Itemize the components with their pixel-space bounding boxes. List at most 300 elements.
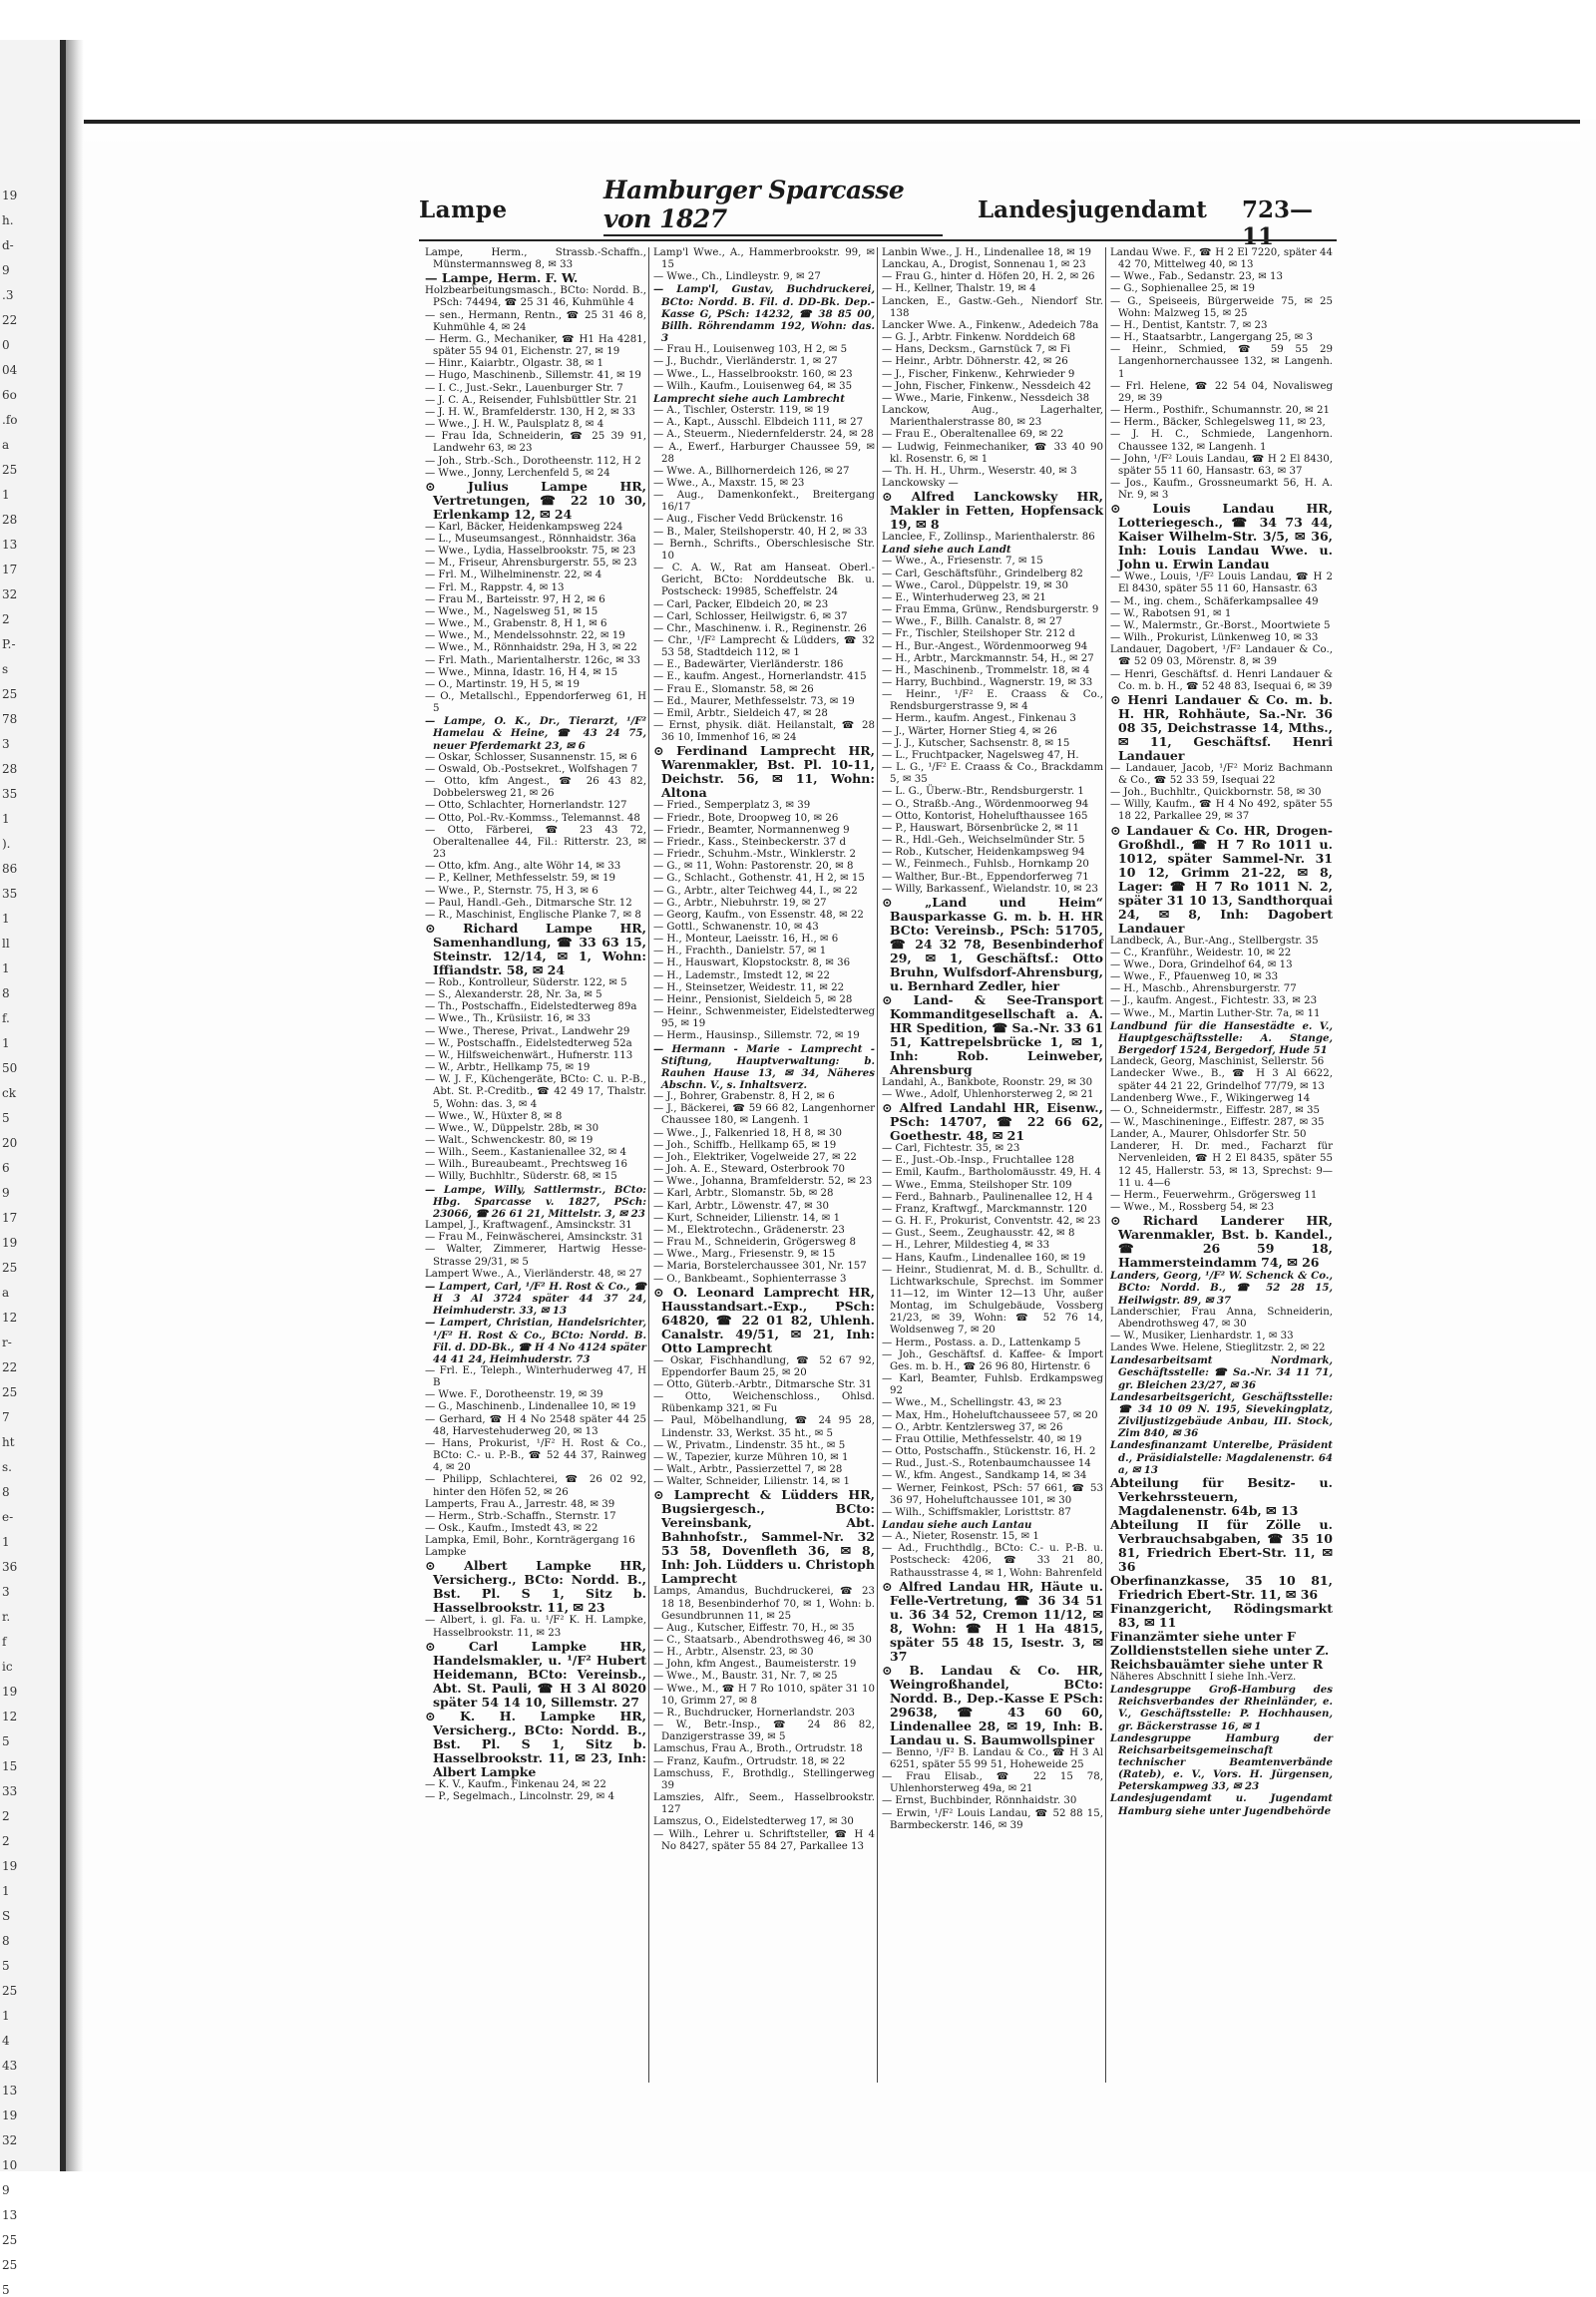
directory-entry: — Heinr., Studienrat, M. d. B., Schulltr. d. Lichtwarkschule, Sprechst. im Sommer 11—12, im Winter 12—13 Uhr, außer Montag, im Schulgebäude, Vossberg 21/23, ✉ 39, Wohn: ☎ 52 76 14, Woldsenweg 7, ✉ 20 — [882, 1264, 1103, 1337]
facing-page-text-fragment: 19 — [2, 1685, 18, 1699]
directory-entry: — Maria, Borstelerchaussee 301, Nr. 157 — [653, 1261, 867, 1273]
directory-entry: — E., kaufm. Angest., Hornerlandstr. 415 — [653, 671, 867, 683]
directory-entry: — Ferd., Bahnarb., Paulinenallee 12, H 4 — [882, 1191, 1093, 1203]
directory-entry: — Otto, Pol.-Rv.-Kommss., Telemannst. 48 — [425, 812, 640, 824]
directory-entry: — Kurt, Schneider, Lilienstr. 14, ✉ 1 — [653, 1212, 841, 1224]
facing-page-text-fragment: d- — [2, 238, 14, 252]
directory-entry: — Heinr., Schwenmeister, Eidelstedterweg 95, ✉ 19 — [653, 1006, 875, 1030]
directory-entry: — H., Bur.-Angest., Wördenmoorweg 94 — [882, 640, 1088, 652]
directory-entry: Lamperts, Frau A., Jarrestr. 48, ✉ 39 — [425, 1498, 615, 1510]
directory-entry: — Wwe., Lydia, Hasselbrookstr. 75, ✉ 23 — [425, 546, 636, 558]
directory-entry: — Lampe, Willy, Sattlermstr., BCto: Hbg. Sparcasse v. 1827, PSch: 23066, ☎ 26 61 21, Mittelstr. 3, ✉ 23 — [425, 1183, 646, 1220]
directory-entry: Lamszies, Alfr., Seem., Hasselbrookstr. 127 — [653, 1792, 875, 1816]
directory-entry: Landesgruppe Hamburg der Reichsarbeitsgemeinschaft technischer Beamtenverbände (Rateb), e. V., Vors. H. Jürgensen, Peterskampweg 33, ✉ 23 — [1110, 1731, 1333, 1793]
directory-entry: — Walter, Schneider, Lilienstr. 14, ✉ 1 — [653, 1476, 850, 1488]
facing-page-text-fragment: r- — [2, 1336, 12, 1349]
facing-page-text-fragment: 86 — [2, 862, 18, 876]
directory-entry: — Hans, Kaufm., Lindenallee 160, ✉ 19 — [882, 1252, 1086, 1264]
directory-entry: ⊙ Julius Lampe HR, Vertretungen, ☎ 22 10 30, Erlenkamp 12, ✉ 24 — [425, 478, 646, 522]
directory-entry: Reichsbauämter siehe unter R — [1110, 1656, 1324, 1672]
directory-entry: — Wwe., Johanna, Bramfelderstr. 52, ✉ 23 — [653, 1176, 873, 1188]
directory-entry: — Karl, Beamter, Fuhlsb. Erdkampsweg 92 — [882, 1373, 1103, 1397]
facing-page-text-fragment: 36 — [2, 1560, 18, 1574]
directory-entry: — P., Segelmach., Lincolnstr. 29, ✉ 4 — [425, 1790, 614, 1802]
directory-entry: — Wwe. F., Dorotheenstr. 19, ✉ 39 — [425, 1389, 603, 1401]
facing-page-text-fragment: 5 — [2, 1959, 10, 1973]
directory-entry: — Max, Hm., Hoheluftchausseee 57, ✉ 20 — [882, 1409, 1098, 1421]
directory-entry: — Frl. Math., Marientalherstr. 126c, ✉ 33 — [425, 654, 640, 666]
facing-page-text-fragment: 2 — [2, 612, 10, 626]
directory-entry: — Werner, Feinkost, PSch: 57 661, ☎ 53 36 97, Hoheluftchaussee 101, ✉ 30 — [882, 1482, 1103, 1506]
running-head-left-keyword: Lampe — [419, 196, 508, 223]
directory-entry: Abteilung II für Zölle u. Verbrauchsabgaben, ☎ 35 10 81, Friedrich Ebert-Str. 11, ✉ 36 — [1110, 1516, 1333, 1574]
directory-entry: — H., Dentist, Kantstr. 7, ✉ 23 — [1110, 319, 1268, 331]
directory-entry: — Joh., Buchhltr., Quickbornstr. 58, ✉ 30 — [1110, 787, 1322, 799]
directory-entry: — Aug., Damenkonfekt., Breitergang 16/17 — [653, 490, 875, 514]
directory-entry: — Joh., Elektriker, Vogelweide 27, ✉ 22 — [653, 1151, 857, 1163]
directory-entry: ⊙ Henri Landauer & Co. m. b. H. HR, Rohhäute, Sa.-Nr. 36 08 35, Deichstrasse 14, Mths., ✉ 11, Geschäftsf. Henri Landauer — [1110, 691, 1333, 763]
directory-entry: Landesgruppe Groß-Hamburg des Reichsverbandes der Rheinländer, e. V., Geschäftsstelle: P. Hochhausen, gr. Bäckerstrasse 16, ✉ 1 — [1110, 1684, 1333, 1732]
directory-entry: — W., Privatm., Lindenstr. 35 ht., ✉ 5 — [653, 1439, 846, 1451]
directory-entry: — Herm., Posthifr., Schumannstr. 20, ✉ 21 — [1110, 405, 1330, 417]
page-top-edge — [84, 120, 1580, 146]
running-head-right-keyword: Landesjugendamt — [978, 196, 1207, 223]
directory-entry: — Wwe., W., Hüxter 8, ✉ 8 — [425, 1110, 563, 1122]
directory-entry: — L. G., ¹/F² E. Craass & Co., Brackdamm 5, ✉ 35 — [882, 762, 1103, 786]
directory-entry: — Joh., Schiffb., Hellkamp 65, ✉ 19 — [653, 1139, 837, 1151]
directory-entry: — Wwe., M., Nagelsweg 51, ✉ 15 — [425, 605, 598, 617]
directory-entry: — John, kfm Angest., Baumeisterstr. 19 — [653, 1659, 857, 1671]
directory-entry: ⊙ Landauer & Co. HR, Drogen-Großhdl., ☎ H 7 Ro 1011 u. 1012, später Sammel-Nr. 31 10 12, Grimm 21-22, ✉ 8, Lager: ☎ H 7 Ro 1011 N. 2, später 31 10 13, Sandthorquai 24, ✉ 8, Inh: Dagobert Landauer — [1110, 822, 1333, 936]
facing-page-text-fragment: 8 — [2, 1934, 10, 1948]
directory-entry: — Frau Elisab., ☎ 22 15 78, Uhlenhorsterweg 49a, ✉ 21 — [882, 1771, 1103, 1795]
directory-entry: Landau siehe auch Lantau — [882, 1518, 1032, 1531]
directory-entry: — G., Sophienallee 25, ✉ 19 — [1110, 283, 1256, 295]
book-gutter — [66, 40, 84, 2171]
directory-entry: — Frl. M., Wilhelminenstr. 22, ✉ 4 — [425, 570, 602, 581]
directory-entry: — B., Maler, Steilshoperstr. 40, H 2, ✉ 33 — [653, 526, 868, 538]
directory-entry: — Wwe., Louis, ¹/F² Louis Landau, ☎ H 2 El 8430, später 55 11 60, Hansastr. 63 — [1110, 572, 1333, 595]
directory-entry: — Lampe, O. K., Dr., Tierarzt, ¹/F² Hamelau & Heine, ☎ 43 24 75, neuer Pferdemarkt 23, ✉ 6 — [425, 715, 646, 752]
directory-entry: — Ernst, Buchbinder, Rönnhaidstr. 30 — [882, 1795, 1077, 1807]
directory-entry: — Carl, Schlosser, Heilwigstr. 6, ✉ 37 — [653, 610, 848, 622]
directory-entry: — W., Hilfsweichenwärt., Hufnerstr. 113 — [425, 1049, 633, 1061]
directory-entry: — M., Elektrotechn., Grädenerstr. 23 — [653, 1224, 845, 1236]
directory-entry: Lamschuss, F., Brothdlg., Stellingerweg 39 — [653, 1767, 875, 1791]
facing-page-text-fragment: s. — [2, 1460, 12, 1474]
directory-entry: — Wilh., Schiffsmakler, Loristtstr. 87 — [882, 1506, 1071, 1518]
directory-entry: — Wilh., Seem., Kastanienallee 32, ✉ 4 — [425, 1147, 626, 1159]
facing-page-text-fragment: 35 — [2, 887, 18, 901]
directory-entry: — Emil, Arbtr., Sieldeich 47, ✉ 28 — [653, 707, 828, 719]
facing-page-text-fragment: ck — [2, 1086, 16, 1100]
directory-entry: — Herm., Postass. a. D., Lattenkamp 5 — [882, 1337, 1081, 1348]
directory-entry: — Rob., Kontrolleur, Süderstr. 122, ✉ 5 — [425, 976, 627, 988]
directory-entry: ⊙ Land- & See-Transport Kommanditgesellschaft a. A. HR Spedition, ☎ Sa.-Nr. 33 61 51, Kattrepelsbrücke 1, ✉ 1, Inh: Rob. Leinweber, Ahrensburg — [882, 991, 1103, 1077]
facing-page-text-fragment: 9 — [2, 1186, 10, 1200]
directory-entry: — Wwe., M., Rossberg 54, ✉ 23 — [1110, 1202, 1275, 1214]
directory-entry: Holzbearbeitungsmasch., BCto: Nordd. B., PSch: 74494, ☎ 25 31 46, Kuhmühle 4 — [425, 285, 646, 309]
directory-entry: — Franz, Kaufm., Ortrudstr. 18, ✉ 22 — [653, 1755, 846, 1767]
directory-entry: — H., Hauswart, Klopstockstr. 8, ✉ 36 — [653, 957, 851, 969]
directory-entry: — W., Malermstr., Gr.-Borst., Moortwiete 5 — [1110, 619, 1331, 631]
directory-entry: ⊙ Ferdinand Lamprecht HR, Warenmakler, Bst. Pl. 10-11, Deichstr. 56, ✉ 11, Wohn: Altona — [653, 743, 875, 801]
directory-entry: — Rob., Kutscher, Heidenkampsweg 94 — [882, 847, 1085, 859]
directory-entry: — A., Ewerf., Harburger Chaussee 59, ✉ 28 — [653, 441, 875, 465]
directory-entry: — Oskar, Fischhandlung, ☎ 52 67 92, Eppendorfer Baum 25, ✉ 20 — [653, 1354, 875, 1378]
facing-page-text-fragment: 17 — [2, 563, 18, 576]
directory-entry: ⊙ Albert Lampke HR, Versicherg., BCto: Nordd. B., Bst. Pl. S 1, Sitz b. Hasselbrookstr. 11, ✉ 23 — [425, 1558, 646, 1616]
directory-entry: Lampel, J., Kraftwagenf., Amsinckstr. 31 — [425, 1220, 632, 1232]
directory-entry: Landbeck, A., Bur.-Ang., Stellbergstr. 35 — [1110, 935, 1319, 947]
directory-entry: — P., Kellner, Methfesselstr. 59, ✉ 19 — [425, 873, 616, 885]
directory-entry: — Ludwig, Feinmechaniker, ☎ 33 40 90 kl. Rosenstr. 6, ✉ 1 — [882, 441, 1103, 465]
directory-entry: — Wwe., Emma, Steilshoper Str. 109 — [882, 1179, 1072, 1191]
directory-entry: — C., Staatsarb., Abendrothsweg 46, ✉ 30 — [653, 1635, 872, 1646]
facing-page-text-fragment: 13 — [2, 538, 18, 552]
directory-entry: Landahl, A., Bankbote, Roonstr. 29, ✉ 30 — [882, 1076, 1093, 1088]
directory-entry: Lancken, E., Gastw.-Geh., Niendorf Str. 138 — [882, 295, 1103, 319]
directory-entry: — Wwe., W., Düppelstr. 28b, ✉ 30 — [425, 1122, 599, 1134]
directory-entry: — J., Bohrer, Grabenstr. 8, H 2, ✉ 6 — [653, 1091, 835, 1103]
directory-entry: — Osk., Kaufm., Imstedt 43, ✉ 22 — [425, 1523, 598, 1534]
column-3 — [882, 247, 1106, 2083]
directory-entry: — Wwe., Therese, Privat., Landwehr 29 — [425, 1025, 630, 1037]
directory-entry: — Frl. Helene, ☎ 22 54 04, Novalisweg 29, ✉ 39 — [1110, 380, 1333, 404]
directory-entry: — Hugo, Maschinenb., Sillemstr. 41, ✉ 19 — [425, 370, 641, 382]
directory-entry: — Benno, ¹/F² B. Landau & Co., ☎ H 3 Al 6251, später 55 99 51, Hoheweide 25 — [882, 1746, 1103, 1770]
directory-entry: — Oskar, Schlosser, Susannenstr. 15, ✉ 6 — [425, 751, 637, 763]
directory-entry: — Wwe., M., Mendelssohnstr. 22, ✉ 19 — [425, 630, 625, 642]
directory-entry: — J., Fischer, Finkenw., Kehrwieder 9 — [882, 368, 1075, 380]
directory-entry: — I. C., Just.-Sekr., Lauenburger Str. 7 — [425, 382, 623, 394]
directory-entry: Lamp'l Wwe., A., Hammerbrookstr. 99, ✉ 15 — [653, 247, 875, 271]
facing-page-text-fragment: 25 — [2, 2258, 18, 2272]
directory-entry: Landbund für die Hansestädte e. V., Hauptgeschäftsstelle: A. Stange, Bergedorf 1524, Bergedorf, Hude 51 — [1110, 1019, 1333, 1057]
directory-entry: — K. V., Kaufm., Finkenau 24, ✉ 22 — [425, 1778, 606, 1790]
directory-entry: Lamschus, Frau A., Broth., Ortrudstr. 18 — [653, 1743, 863, 1755]
directory-entry: — Gust., Seem., Zeughausstr. 42, ✉ 8 — [882, 1228, 1075, 1240]
directory-columns — [425, 247, 1337, 2083]
facing-page-text-fragment: a — [2, 1286, 10, 1300]
facing-page-text-fragment: 1 — [2, 961, 10, 975]
directory-entry: — Frau M., Schneiderin, Grögersweg 8 — [653, 1237, 856, 1249]
directory-entry: — Wwe., M., Baustr. 31, Nr. 7, ✉ 25 — [653, 1671, 838, 1683]
directory-entry: — Henri, Geschäftsf. d. Henri Landauer & Co. m. b. H., ☎ 52 48 83, Isequai 6, ✉ 39 — [1110, 668, 1333, 692]
directory-entry: — Herm. G., Mechaniker, ☎ H1 Ha 4281, später 55 94 01, Eichenstr. 27, ✉ 19 — [425, 333, 646, 358]
facing-page-text-fragment: 5 — [2, 1111, 10, 1125]
directory-entry: — Wilh., Bureaubeamt., Prechtsweg 16 — [425, 1159, 627, 1171]
directory-entry: Landerer, H. Dr. med., Facharzt für Nervenleiden, ☎ H 2 El 8435, später 55 12 45, Hallerstr. 53, ✉ 13, Sprechst: 9—11 u. 4—6 — [1110, 1141, 1333, 1189]
directory-entry: — J. C. A., Reisender, Fuhlsbüttler Str. 21 — [425, 394, 638, 406]
directory-entry: — Frau M., Barteisstr. 97, H 2, ✉ 6 — [425, 593, 605, 605]
directory-entry: — H., Frachth., Danielstr. 57, ✉ 1 — [653, 946, 827, 957]
directory-entry: — G., Arbtr., Niebuhrstr. 19, ✉ 27 — [653, 897, 827, 909]
facing-page-text-fragment: 2 — [2, 1834, 10, 1848]
directory-entry: — H., Kellner, Thalstr. 19, ✉ 4 — [882, 283, 1036, 295]
facing-page-text-fragment: 78 — [2, 712, 18, 726]
directory-entry: Lanckowsky — — [882, 477, 959, 489]
directory-entry: — O., Metallschl., Eppendorferweg 61, H 5 — [425, 691, 646, 715]
facing-page-text-fragment: 43 — [2, 2059, 18, 2073]
facing-page-text-fragment: 25 — [2, 1984, 18, 1998]
directory-entry: — Otto, kfm Angest., ☎ 26 43 82, Dobbelersweg 21, ✉ 26 — [425, 776, 646, 800]
directory-entry: Landers, Georg, ¹/F² W. Schenck & Co., BCto: Nordd. B., ☎ 52 28 15, Heilwigstr. 89, ✉ 37 — [1110, 1270, 1333, 1307]
directory-entry: — Frau G., hinter d. Höfen 20, H. 2, ✉ 26 — [882, 271, 1095, 283]
directory-entry: — Frl. E., Teleph., Winterhuderweg 47, H B — [425, 1364, 646, 1389]
directory-entry: — J. H. W., Bramfelderstr. 130, H 2, ✉ 33 — [425, 406, 635, 418]
facing-page-text-fragment: 7 — [2, 1410, 10, 1424]
directory-entry: — Frau M., Feinwäscherei, Amsinckstr. 31 — [425, 1232, 644, 1244]
directory-entry: — Frau Ottilie, Methfesselstr. 40, ✉ 19 — [882, 1433, 1082, 1445]
directory-entry: Landes Wwe. Helene, Stieglitzstr. 2, ✉ 22 — [1110, 1342, 1326, 1354]
directory-entry: — Wwe., Fab., Sedanstr. 23, ✉ 13 — [1110, 271, 1283, 283]
facing-page-text-fragment: 04 — [2, 363, 18, 377]
directory-entry: — Rud., Just.-S., Rotenbaumchaussee 14 — [882, 1458, 1091, 1470]
facing-page-text-fragment: 12 — [2, 1311, 18, 1325]
facing-page-text-fragment: .3 — [2, 288, 14, 302]
directory-entry: — John, Fischer, Finkenw., Nessdeich 42 — [882, 380, 1091, 392]
directory-entry: — C., Kranführ., Weidestr. 10, ✉ 22 — [1110, 947, 1292, 958]
directory-entry: — H., Maschb., Ahrensburgerstr. 77 — [1110, 983, 1297, 995]
directory-entry: ⊙ K. H. Lampke HR, Versicherg., BCto: Nordd. B., Bst. Pl. S 1, Sitz b. Hasselbrookstr. 11, ✉ 23, Inh: Albert Lampke — [425, 1708, 646, 1779]
directory-entry: — Erwin, ¹/F² Louis Landau, ☎ 52 88 15, Barmbeckerstr. 146, ✉ 39 — [882, 1807, 1103, 1831]
directory-entry: — sen., Hermann, Rentn., ☎ 25 31 46 8, Kuhmühle 4, ✉ 24 — [425, 309, 646, 333]
facing-page-text-fragment: 25 — [2, 687, 18, 701]
directory-entry: — Landauer, Jacob, ¹/F² Moriz Bachmann & Co., ☎ 52 33 59, Isequai 22 — [1110, 762, 1333, 786]
directory-entry: — Paul, Handl.-Geh., Ditmarsche Str. 12 — [425, 897, 632, 909]
directory-entry: — E., Just.-Ob.-Insp., Fruchtallee 128 — [882, 1155, 1075, 1167]
facing-page-text-fragment: 25 — [2, 1261, 18, 1275]
running-head — [419, 175, 1337, 250]
directory-entry: — Wwe., Ch., Lindleystr. 9, ✉ 27 — [653, 271, 821, 283]
directory-entry: ⊙ Richard Lampe HR, Samenhandlung, ☎ 33 63 15, Steinstr. 12/14, ✉ 1, Wohn: Iffiandstr. 58, ✉ 24 — [425, 920, 646, 977]
directory-entry: — Wwe., P., Sternstr. 75, H 3, ✉ 6 — [425, 885, 598, 897]
directory-entry: — W., Maschineninge., Eiffestr. 287, ✉ 35 — [1110, 1116, 1325, 1128]
directory-entry: — G., ✉ 11, Wohn: Pastorenstr. 20, ✉ 8 — [653, 861, 854, 873]
directory-entry: — Ernst, physik. diät. Heilanstalt, ☎ 28 36 10, Immenhof 16, ✉ 24 — [653, 720, 875, 744]
directory-entry: — Joh., Geschäftsf. d. Kaffee- & Import Ges. m. b. H., ☎ 26 96 80, Hirtenstr. 6 — [882, 1348, 1103, 1372]
directory-entry: Landenberg Wwe., F., Wikingerweg 14 — [1110, 1092, 1311, 1104]
directory-entry: — Oswald, Ob.-Postsekret., Wolfshagen 7 — [425, 763, 638, 775]
directory-entry: — H., Lademstr., Imstedt 12, ✉ 22 — [653, 969, 830, 981]
facing-page-text-fragment: 10 — [2, 2158, 18, 2172]
facing-page-text-fragment: 20 — [2, 1136, 18, 1150]
directory-entry: Landau Wwe. F., ☎ H 2 El 7220, später 44 42 70, Mittelweg 40, ✉ 13 — [1110, 247, 1333, 271]
facing-page-text-fragment: f — [2, 1635, 7, 1649]
directory-entry: ⊙ Louis Landau HR, Lotteriegesch., ☎ 34 73 44, Kaiser Wilhelm-Str. 3/5, ✉ 36, Inh: Louis Landau Wwe. u. John u. Erwin Landau — [1110, 501, 1333, 573]
facing-page-text-fragment: 1 — [2, 1036, 10, 1050]
facing-page-text-fragment: 12 — [2, 1710, 18, 1723]
directory-entry: — Wwe., Th., Krüsiistr. 16, ✉ 33 — [425, 1013, 591, 1025]
directory-entry: — G., Schlacht., Gothenstr. 41, H 2, ✉ 15 — [653, 873, 865, 885]
directory-entry: — H., Staatsarbtr., Langergang 25, ✉ 3 — [1110, 332, 1314, 344]
facing-page-text-fragment: 6 — [2, 1161, 10, 1175]
directory-entry: — G., Speiseeis, Bürgerweide 75, ✉ 25 Wohn: Malzweg 15, ✉ 25 — [1110, 295, 1333, 319]
facing-page-text-fragment: ll — [2, 937, 10, 951]
facing-page-text-fragment: 2 — [2, 1809, 10, 1823]
directory-entry: — H., Monteur, Laeisstr. 16, H., ✉ 6 — [653, 934, 839, 946]
directory-entry: — Heinr., Arbtr. Döhnerstr. 42, ✉ 26 — [882, 356, 1068, 368]
directory-entry: — H., Maschinenb., Trommelstr. 18, ✉ 4 — [882, 664, 1090, 676]
facing-page-text-fragment: a — [2, 438, 10, 452]
directory-entry: — O., Schneidermstr., Eiffestr. 287, ✉ 35 — [1110, 1104, 1321, 1116]
directory-entry: — Karl, Arbtr., Slomanstr. 5b, ✉ 28 — [653, 1188, 834, 1200]
directory-entry: — G. H. F., Prokurist, Conventstr. 42, ✉ 23 — [882, 1216, 1101, 1228]
directory-entry: — Frau E., Slomanstr. 58, ✉ 26 — [653, 683, 814, 695]
directory-entry: — C. A. W., Rat am Hanseat. Oberl.-Gericht, BCto: Norddeutsche Bk. u. Postscheck: 19985, Scheffelstr. 24 — [653, 563, 875, 598]
facing-page-text-fragment: 25 — [2, 1385, 18, 1399]
directory-entry: Lampka, Emil, Bohr., Kornträgergang 16 — [425, 1535, 635, 1547]
directory-entry: — H., Steinsetzer, Weidestr. 11, ✉ 22 — [653, 981, 845, 993]
directory-entry: — Walter, Zimmerer, Hartwig Hesse-Strasse 29/31, ✉ 5 — [425, 1244, 646, 1268]
directory-entry: ⊙ B. Landau & Co. HR, Weingroßhandel, BCto: Nordd. B., Dep.-Kasse E PSch: 29638, ☎ 43 60 60, Lindenallee 28, ✉ 19, Inh: B. Landau u. S. Baumwollspiner — [882, 1662, 1103, 1747]
directory-entry: Lancker Wwe. A., Finkenw., Adedeich 78a — [882, 319, 1099, 331]
directory-entry: — Carl, Fichtestr. 35, ✉ 23 — [882, 1143, 1020, 1155]
directory-entry: — Herm., kaufm. Angest., Finkenau 3 — [882, 713, 1076, 725]
directory-entry: — G. J., Arbtr. Finkenw. Norddeich 68 — [882, 332, 1076, 344]
directory-entry: — Otto, kfm. Ang., alte Wöhr 14, ✉ 33 — [425, 861, 621, 873]
directory-entry: Zolldienststellen siehe unter Z. — [1110, 1642, 1330, 1658]
directory-entry: Oberfinanzkasse, 35 10 81, Friedrich Ebert-Str. 11, ✉ 36 — [1110, 1572, 1333, 1602]
directory-entry: Lamszus, O., Eidelstedterweg 17, ✉ 30 — [653, 1816, 854, 1828]
directory-entry: — Otto, Kontorist, Hohelufthaussee 165 — [882, 810, 1088, 822]
directory-entry: — Paul, Möbelhandlung, ☎ 24 95 28, Lindenstr. 33, Werkst. 35 ht., ✉ 5 — [653, 1415, 875, 1439]
directory-entry: — Wwe., A., Friesenstr. 7, ✉ 15 — [882, 556, 1043, 568]
directory-entry: — Chr., Maschinenw. i. R., Reginenstr. 26 — [653, 622, 867, 634]
directory-entry: — Herm., Strb.-Schaffn., Sternstr. 17 — [425, 1510, 616, 1522]
directory-entry: — Wwe., Carol., Düppelstr. 19, ✉ 30 — [882, 579, 1068, 591]
directory-entry: — Wwe., Jonny, Lerchenfeld 5, ✉ 24 — [425, 467, 610, 479]
facing-page-text-fragment: 19 — [2, 1236, 18, 1250]
facing-page-text-fragment: r. — [2, 1610, 11, 1624]
directory-entry: — Frau Ida, Schneiderin, ☎ 25 39 91, Landwehr 63, ✉ 23 — [425, 431, 646, 455]
directory-entry: — Hans, Prokurist, ¹/F² H. Rost & Co., BCto: C.- u. P.-B., ☎ 52 44 37, Rainweg 4, ✉ 20 — [425, 1437, 646, 1474]
directory-entry: — Wwe., F., Billh. Canalstr. 8, ✉ 27 — [882, 616, 1062, 628]
facing-page-text-fragment: 13 — [2, 2208, 18, 2222]
directory-entry: ⊙ Alfred Lanckowsky HR, Makler in Fetten, Hopfensack 19, ✉ 8 — [882, 489, 1103, 533]
facing-page-text-fragment: 9 — [2, 2183, 10, 2197]
facing-page-text-fragment: 8 — [2, 1485, 10, 1499]
directory-entry: — Lampert, Christian, Handelsrichter, ¹/F² H. Rost & Co., BCto: Nordd. B. Fil. d. DD-Bk., ☎ H 4 No 4124 später 44 41 24, Heimhuderstr. 73 — [425, 1317, 646, 1365]
facing-page-text-fragment: 6o — [2, 388, 17, 402]
directory-entry: — Frau E., Oberaltenallee 69, ✉ 22 — [882, 429, 1064, 441]
directory-entry: — Wwe., L., Hasselbrookstr. 160, ✉ 23 — [653, 368, 853, 380]
directory-entry: — L., Fruchtpacker, Nagelsweg 47, H. — [882, 749, 1079, 761]
facing-page-text-fragment: 32 — [2, 2133, 18, 2147]
directory-entry: — Wwe., M., ☎ H 7 Ro 1010, später 31 10 10, Grimm 27, ✉ 8 — [653, 1683, 875, 1707]
directory-entry: — W., Arbtr., Hellkamp 75, ✉ 19 — [425, 1062, 591, 1074]
directory-entry: — Wwe., Minna, Idastr. 16, H 4, ✉ 15 — [425, 666, 618, 678]
facing-page-text-fragment: 33 — [2, 1784, 18, 1798]
directory-entry: Lampe, Herm., Strassb.-Schaffn., Münstermannsweg 8, ✉ 33 — [425, 247, 646, 271]
directory-entry: — Otto, Postschaffn., Stückenstr. 16, H. 2 — [882, 1446, 1096, 1458]
directory-entry: — Wwe., M., Rönnhaidstr. 29a, H 3, ✉ 22 — [425, 642, 637, 654]
directory-entry: Finanzgericht, Rödingsmarkt 83, ✉ 11 — [1110, 1600, 1333, 1630]
directory-entry: — Wilh., Lehrer u. Schriftsteller, ☎ H 4 No 8427, später 55 84 27, Parkallee 13 — [653, 1828, 875, 1852]
directory-entry: — Joh. A. E., Steward, Osterbrook 70 — [653, 1164, 846, 1176]
directory-entry: — Otto, Färberei, ☎ 23 43 72, Oberaltenallee 44, Fil.: Ritterstr. 23, ✉ 23 — [425, 824, 646, 861]
directory-entry: ⊙ Alfred Landahl HR, Eisenw., PSch: 14707, ☎ 22 66 62, Goethestr. 48, ✉ 21 — [882, 1100, 1103, 1144]
directory-entry: — Carl, Geschäftsführ., Grindelberg 82 — [882, 568, 1083, 579]
directory-entry: — E., Winterhuderweg 23, ✉ 21 — [882, 591, 1046, 603]
facing-page-text-fragment: 22 — [2, 313, 18, 327]
directory-entry: — W., Musiker, Lienhardstr. 1, ✉ 33 — [1110, 1331, 1294, 1341]
facing-page-text-fragment: s — [2, 662, 9, 676]
directory-entry: — Wwe., Adolf, Uhlenhorsterweg 2, ✉ 21 — [882, 1088, 1094, 1100]
facing-page-text-fragment: 35 — [2, 787, 18, 801]
facing-page-text-fragment: ht — [2, 1435, 15, 1449]
directory-entry: — Ad., Fruchthdlg., BCto: C.- u. P.-B. u. Postscheck: 4206, ☎ 33 21 80, Rathausstrasse 4, ✉ 1, Wohn: Bahrenfeld — [882, 1543, 1103, 1579]
directory-entry: — M., ing. chem., Schäferkampsallee 49 — [1110, 595, 1319, 607]
directory-entry: — A., Nieter, Rosenstr. 15, ✉ 1 — [882, 1531, 1039, 1543]
directory-entry: — J., Buchdr., Vierländerstr. 1, ✉ 27 — [653, 356, 838, 368]
facing-page-text-fragment: 19 — [2, 2108, 18, 2122]
directory-entry: — E., Badewärter, Vierländerstr. 186 — [653, 659, 844, 671]
directory-entry: — Wwe., A., Maxstr. 15, ✉ 23 — [653, 477, 805, 489]
directory-entry: — Lampe, Herm. F. W. — [425, 270, 579, 286]
directory-entry: — Fr., Tischler, Steilshoper Str. 212 d — [882, 628, 1075, 640]
directory-entry: — W., Tapezier, kurze Mühren 10, ✉ 1 — [653, 1451, 849, 1463]
directory-entry: Landesarbeitsgericht, Geschäftsstelle: ☎ 34 10 09 N. 195, Sievekingplatz, Ziviljustizgebäude Anbau, III. Stock, Zim 840, ✉ 36 — [1110, 1390, 1333, 1440]
directory-entry: — R., Buchdrucker, Hornerlandstr. 203 — [653, 1707, 855, 1719]
directory-entry: — Franz, Kraftwgf., Marckmannstr. 120 — [882, 1203, 1087, 1215]
directory-entry: Landauer, Dagobert, ¹/F² Landauer & Co., ☎ 52 09 03, Mörenstr. 8, ✉ 39 — [1110, 644, 1333, 668]
directory-entry: — O., Arbtr. Kentzlersweg 37, ✉ 26 — [882, 1421, 1063, 1433]
directory-entry: — O., Martinstr. 19, H 5, ✉ 19 — [425, 678, 580, 690]
directory-entry: ⊙ Alfred Landau HR, Häute u. Felle-Vertretung, ☎ 36 34 51 u. 36 34 52, Cremon 11/12, ✉ 8, Wohn: ☎ H 1 Ha 4815, später 55 48 15, Isestr. 3, ✉ 37 — [882, 1578, 1103, 1664]
facing-page-text-fragment: ). — [2, 837, 11, 851]
facing-page-text-fragment: 28 — [2, 513, 18, 527]
column-1 — [425, 247, 649, 2083]
directory-entry: — Friedr., Beamter, Normannenweg 9 — [653, 824, 850, 836]
facing-page-text-fragment: 0 — [2, 338, 10, 352]
directory-entry: Landesarbeitsamt Nordmark, Geschäftsstelle: ☎ Sa.-Nr. 34 11 71, gr. Bleichen 23/27, ✉ 36 — [1110, 1354, 1333, 1391]
directory-entry: — Lamp'l, Gustav, Buchdruckerei, BCto: Nordd. B. Fil. d. DD-Bk. Dep.-Kasse G, PSch: 14232, ☎ 38 85 00, Billh. Röhrendamm 192, Wohn: das. 3 — [653, 283, 875, 345]
directory-entry: — Fried., Semperplatz 3, ✉ 39 — [653, 800, 811, 812]
facing-page-text-fragment: 15 — [2, 1759, 18, 1773]
column-4 — [1110, 247, 1335, 2083]
facing-page-text-fragment: 9 — [2, 263, 10, 277]
directory-entry: — W., Feinmech., Fuhlsb., Hornkamp 20 — [882, 859, 1089, 871]
facing-page-text-fragment: 1 — [2, 1535, 10, 1549]
header-rule — [419, 239, 1337, 241]
facing-page-text-fragment: 17 — [2, 1211, 18, 1225]
directory-entry: — J. H. C., Schmiede, Langenhorn. Chaussee 132, ✉ Langenh. 1 — [1110, 429, 1333, 453]
facing-page-text-fragment: 3 — [2, 737, 10, 751]
directory-entry: — J., Bäckerei, ☎ 59 66 82, Langenhorner Chaussee 180, ✉ Langenh. 1 — [653, 1103, 875, 1127]
facing-page-text-fragment: 5 — [2, 1734, 10, 1748]
directory-entry: — Ed., Maurer, Methfesselstr. 73, ✉ 19 — [653, 695, 855, 707]
facing-page-edge — [0, 40, 66, 2297]
directory-entry: Lampke — [425, 1547, 467, 1559]
directory-entry: — Wwe. A., Billhornerdeich 126, ✉ 27 — [653, 465, 850, 477]
directory-entry: — Karl, Bäcker, Heidenkampsweg 224 — [425, 521, 623, 533]
facing-page-text-fragment: 32 — [2, 587, 18, 601]
facing-page-text-fragment: 1 — [2, 812, 10, 826]
directory-entry: — Frau H., Louisenweg 103, H 2, ✉ 5 — [653, 344, 848, 356]
directory-entry: — M., Friseur, Ahrensburgerstr. 55, ✉ 23 — [425, 558, 637, 570]
directory-entry: — Wwe., Marg., Friesenstr. 9, ✉ 15 — [653, 1249, 836, 1261]
directory-entry: Lanckow, Aug., Lagerhalter, Marienthalerstrasse 80, ✉ 23 — [882, 405, 1103, 429]
directory-entry: — Carl, Packer, Elbdeich 20, ✉ 23 — [653, 598, 829, 610]
directory-entry: — Frau Emma, Grünw., Rendsburgerstr. 9 — [882, 604, 1099, 616]
facing-page-text-fragment: h. — [2, 213, 14, 227]
directory-entry: — J., kaufm. Angest., Fichtestr. 33, ✉ 23 — [1110, 995, 1318, 1007]
facing-page-text-fragment: 25 — [2, 463, 18, 477]
directory-entry: — Philipp, Schlachterei, ☎ 26 02 92, hinter den Höfen 52, ✉ 26 — [425, 1474, 646, 1498]
directory-entry: — R., Maschinist, Englische Planke 7, ✉ 8 — [425, 909, 641, 921]
